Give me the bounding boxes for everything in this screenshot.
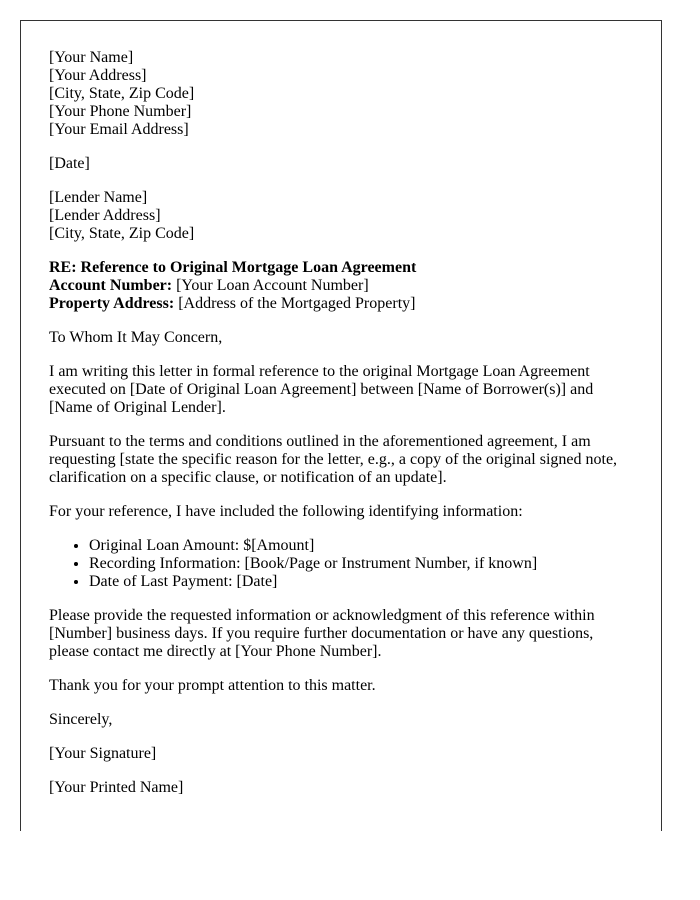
recipient-city-state-zip: [City, State, Zip Code] xyxy=(49,225,195,242)
body-paragraph-reference: For your reference, I have included the following identifying information: xyxy=(49,503,523,520)
letter-date: [Date] xyxy=(49,155,90,172)
sender-city-state-zip: [City, State, Zip Code] xyxy=(49,85,195,102)
list-item-loan-amount: • Original Loan Amount: $[Amount] xyxy=(89,537,633,555)
sender-address: [Your Address] xyxy=(49,67,147,84)
body-paragraph-deadline: Please provide the requested information or acknowledgment of this reference within [Number] business days. If you require further documentation or have any questions, please contact me directly at [Your Phone Number]. xyxy=(49,607,595,660)
identifying-info-list xyxy=(49,537,633,591)
letter-document xyxy=(20,20,662,831)
property-address-value: [Address of the Mortgaged Property] xyxy=(174,295,416,312)
recipient-block xyxy=(49,189,633,243)
subject-line: RE: Reference to Original Mortgage Loan Agreement xyxy=(49,259,417,276)
closing: Sincerely, xyxy=(49,711,113,728)
recipient-name: [Lender Name] xyxy=(49,189,148,206)
subject-block xyxy=(49,259,633,313)
sender-name: [Your Name] xyxy=(49,49,134,66)
body-paragraph-thanks: Thank you for your prompt attention to this matter. xyxy=(49,677,376,694)
body-paragraph-intro: I am writing this letter in formal reference to the original Mortgage Loan Agreement executed on [Date of Original Loan Agreement] between [Name of Borrower(s)] and [Name of Original Lender]. xyxy=(49,363,594,416)
recipient-address: [Lender Address] xyxy=(49,207,161,224)
sender-phone: [Your Phone Number] xyxy=(49,103,192,120)
sender-block xyxy=(49,49,633,139)
printed-name: [Your Printed Name] xyxy=(49,779,184,796)
account-number-value: [Your Loan Account Number] xyxy=(172,277,369,294)
list-item-recording-info: • Recording Information: [Book/Page or Instrument Number, if known] xyxy=(89,555,633,573)
sender-email: [Your Email Address] xyxy=(49,121,189,138)
body-paragraph-request: Pursuant to the terms and conditions outlined in the aforementioned agreement, I am requesting [state the specific reason for the letter, e.g., a copy of the original signed note, clarification on a specific clause, or notification of an update]. xyxy=(49,433,618,486)
salutation: To Whom It May Concern, xyxy=(49,329,223,346)
account-number-label: Account Number: xyxy=(49,277,173,294)
property-address-label: Property Address: xyxy=(49,295,175,312)
signature: [Your Signature] xyxy=(49,745,157,762)
list-item-last-payment: • Date of Last Payment: [Date] xyxy=(89,573,633,591)
